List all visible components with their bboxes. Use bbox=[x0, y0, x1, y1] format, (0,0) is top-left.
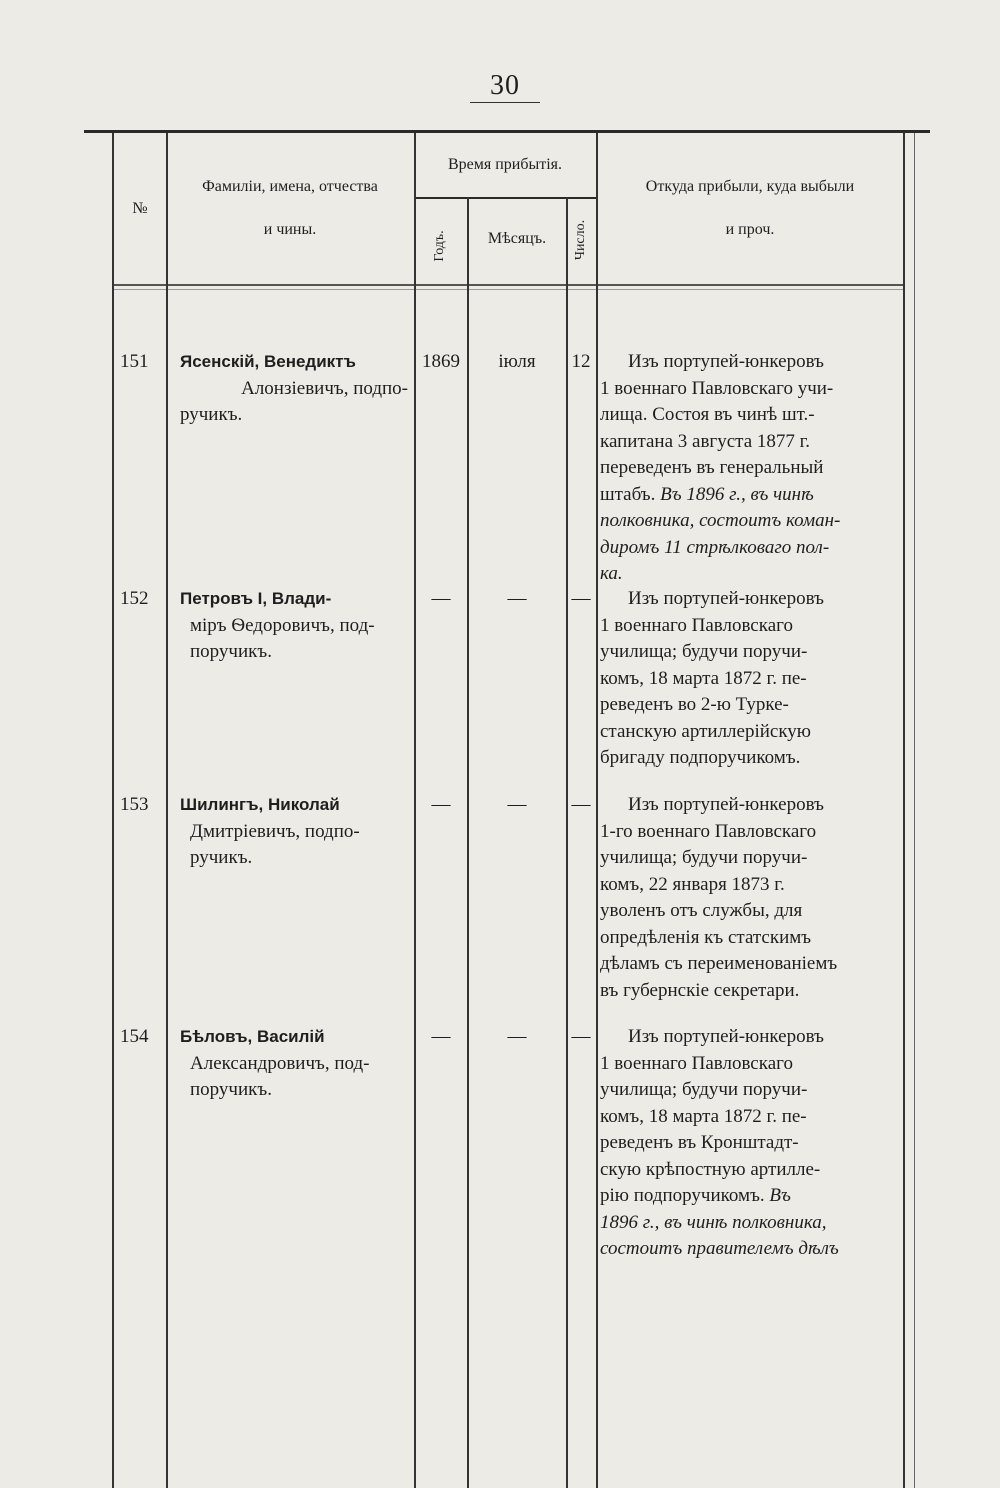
remark-line: опредѣленія къ статскимъ bbox=[600, 926, 812, 948]
entry-name-line-1: Петровъ I, Влади- bbox=[180, 589, 332, 608]
remark-line: Изъ портупей-юнкеровъ bbox=[628, 588, 824, 609]
entry-name-line bbox=[180, 792, 408, 819]
remark-line: 1 военнаго Павловскаго bbox=[600, 1052, 793, 1074]
column-border-number bbox=[166, 133, 168, 1488]
remark-italic-line: 1896 г., въ чинѣ полковника, bbox=[600, 1211, 827, 1233]
remark-line: переведенъ въ генеральный bbox=[600, 457, 824, 478]
entry-name-line-2: Алонзіевичъ, подпо- bbox=[241, 377, 408, 399]
entry-day: — bbox=[571, 794, 591, 815]
entry-year: 1869 bbox=[422, 351, 460, 372]
entry-number: 153 bbox=[120, 794, 149, 815]
remark-line: скую крѣпостную артилле- bbox=[600, 1158, 821, 1180]
entry-day: — bbox=[571, 588, 591, 609]
entry-month: іюля bbox=[498, 351, 536, 372]
remark-line: реведенъ въ Кронштадт- bbox=[600, 1132, 799, 1153]
column-border-day bbox=[596, 133, 598, 1488]
entry-name-line-2: Александровичъ, под- bbox=[190, 1052, 370, 1074]
entry-name-line bbox=[180, 1024, 408, 1051]
entry-name bbox=[180, 586, 408, 666]
header-bottom-rule bbox=[112, 284, 904, 286]
entry-name-line-1: Бѣловъ, Василій bbox=[180, 1027, 325, 1046]
entry-month: — bbox=[507, 1026, 527, 1047]
entry-remark bbox=[600, 349, 900, 588]
remark-italic-line: Въ 1896 г., въ чинѣ bbox=[660, 483, 814, 505]
header-names-line2: и чины. bbox=[263, 221, 317, 238]
remark-line: реведенъ во 2-ю Турке- bbox=[600, 694, 789, 715]
remark-line: Изъ портупей-юнкеровъ bbox=[628, 794, 824, 815]
entry-name-line-3: ручикъ. bbox=[190, 847, 253, 868]
remark-italic-line: диромъ 11 стрѣлковаго пол- bbox=[600, 536, 830, 558]
entry-remark bbox=[600, 586, 900, 772]
entry-day: — bbox=[571, 1026, 591, 1047]
entry-remark bbox=[600, 1024, 900, 1263]
table-top-rule bbox=[84, 130, 930, 133]
remark-line: рію подпоручикомъ. bbox=[600, 1185, 765, 1206]
entry-year: — bbox=[431, 588, 451, 609]
remark-line: Изъ портупей-юнкеровъ bbox=[628, 1026, 824, 1047]
entry-name-line-3: ручикъ. bbox=[180, 404, 243, 425]
remark-line: Изъ портупей-юнкеровъ bbox=[628, 351, 824, 372]
entry-name-line-2: Дмитріевичъ, подпо- bbox=[190, 820, 360, 842]
entry-name bbox=[180, 1024, 408, 1104]
remark-line: капитана 3 августа 1877 г. bbox=[600, 430, 811, 452]
entry-number: 152 bbox=[120, 588, 149, 609]
page-number: 30 bbox=[470, 70, 540, 103]
entry-name-line bbox=[180, 586, 408, 613]
remark-line: комъ, 22 января 1873 г. bbox=[600, 873, 785, 895]
remark-line: штабъ. bbox=[600, 483, 656, 505]
header-number: № bbox=[132, 200, 148, 217]
header-remarks-line1: Откуда прибыли, куда выбыли bbox=[645, 178, 855, 195]
header-arrival-time: Время прибытія. bbox=[447, 156, 563, 173]
entry-year: — bbox=[431, 794, 451, 815]
remark-line: училища; будучи поручи- bbox=[600, 1079, 808, 1100]
entry-month: — bbox=[507, 794, 527, 815]
entry-name-line-1: Шилингъ, Николай bbox=[180, 795, 340, 814]
entry-name-line-2: міръ Ѳедоровичъ, под- bbox=[190, 614, 375, 636]
entry-name-line-1: Ясенскій, Венедиктъ bbox=[180, 352, 356, 371]
entry-name-line-3: поручикъ. bbox=[190, 641, 272, 662]
entry-name-line bbox=[180, 349, 408, 376]
remark-italic-line: ка. bbox=[600, 563, 623, 584]
remark-line: бригаду подпоручикомъ. bbox=[600, 747, 801, 768]
header-bottom-rule-thin bbox=[112, 289, 904, 290]
entry-name-line-3: поручикъ. bbox=[190, 1079, 272, 1100]
column-border-right-outer bbox=[914, 133, 915, 1488]
header-day: Число. bbox=[573, 219, 588, 261]
remark-line: въ губернскіе секретари. bbox=[600, 979, 800, 1001]
arrival-time-rule bbox=[414, 197, 596, 199]
column-border-left bbox=[112, 133, 114, 1488]
remark-line: 1 военнаго Павловскаго учи- bbox=[600, 377, 834, 399]
remark-line: дѣламъ съ переименованіемъ bbox=[600, 953, 838, 974]
remark-italic-line: состоитъ правителемъ дѣлъ bbox=[600, 1238, 839, 1259]
entry-day: 12 bbox=[571, 351, 591, 372]
remark-line: станскую артиллерійскую bbox=[600, 720, 811, 742]
remark-line: 1-го военнаго Павловскаго bbox=[600, 820, 817, 842]
entry-number: 151 bbox=[120, 351, 149, 372]
header-names-line1: Фамиліи, имена, отчества bbox=[202, 178, 378, 195]
entry-name bbox=[180, 349, 408, 429]
remark-line: училища; будучи поручи- bbox=[600, 847, 808, 868]
remark-italic-line: полковника, состоитъ коман- bbox=[600, 510, 841, 531]
column-border-right bbox=[903, 133, 905, 1488]
remark-line: комъ, 18 марта 1872 г. пе- bbox=[600, 667, 807, 689]
column-border-year bbox=[467, 197, 469, 1488]
entry-name bbox=[180, 792, 408, 872]
entry-number: 154 bbox=[120, 1026, 149, 1047]
header-year: Годъ. bbox=[432, 230, 447, 262]
entry-remark bbox=[600, 792, 900, 1004]
remark-line: училища; будучи поручи- bbox=[600, 641, 808, 662]
entry-month: — bbox=[507, 588, 527, 609]
remark-line: комъ, 18 марта 1872 г. пе- bbox=[600, 1105, 807, 1127]
remark-line: лища. Состоя въ чинѣ шт.- bbox=[600, 404, 815, 425]
remark-italic-line: Въ bbox=[769, 1185, 791, 1206]
header-month: Мѣсяцъ. bbox=[487, 230, 547, 247]
remark-line: уволенъ отъ службы, для bbox=[600, 900, 803, 921]
entry-year: — bbox=[431, 1026, 451, 1047]
column-border-month bbox=[566, 197, 568, 1488]
header-remarks-line2: и проч. bbox=[725, 221, 775, 238]
remark-line: 1 военнаго Павловскаго bbox=[600, 614, 793, 636]
